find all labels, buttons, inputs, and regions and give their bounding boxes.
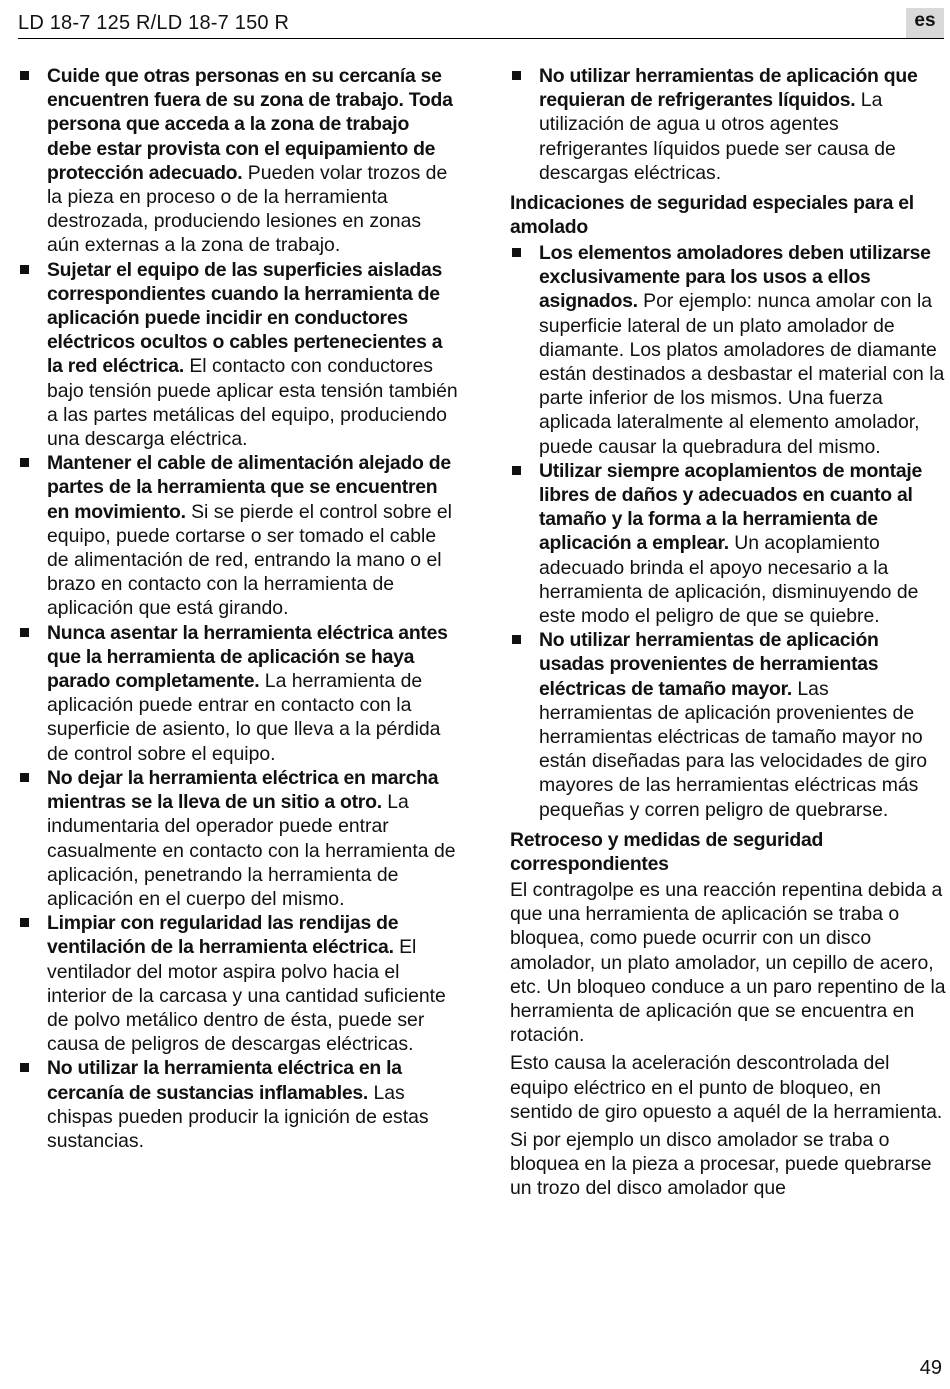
item-lead: No dejar la herramienta eléctrica en marcha mientras se la lleva de un sitio a otro.: [47, 766, 439, 814]
square-bullet-icon: [20, 458, 29, 467]
item-text: Pueden volar trozos de la pieza en proceso o de la herramienta destrozada, produciendo lesiones en zonas aún externas a la zona de trabajo.: [47, 161, 448, 257]
item-text: La herramienta de aplicación puede entrar en contacto con la superficie de asiento, lo que lleva a la pérdida de control sobre el equipo.: [47, 670, 441, 765]
list-item: [510, 64, 946, 185]
square-bullet-icon: [512, 248, 521, 257]
item-text: Por ejemplo: nunca amolar con la superficie lateral de un plato amolador de diamante. Los platos amoladores de diamante están destinados a desbastar el material con la parte inferior de los mismos. Una fuerza aplicada lateralmente al elemento amolador, puede causar la quebradura del mismo.: [539, 290, 945, 458]
item-text: La utilización de agua u otros agentes refrigerantes líquidos puede ser causa de descargas eléctricas.: [539, 89, 896, 184]
item-lead: No utilizar herramientas de aplicación que requieran de refrigerantes líquidos.: [539, 65, 918, 112]
item-lead: Mantener el cable de alimentación alejado de partes de la herramienta que se encuentren en movimiento.: [47, 452, 451, 523]
list-item: [18, 911, 458, 1056]
section-heading: Indicaciones de seguridad especiales para el amolado: [510, 192, 914, 239]
paragraph: Si por ejemplo un disco amolador se traba o bloquea en la pieza a procesar, puede quebrarse un trozo del disco amolador que: [510, 1128, 932, 1200]
item-text: Un acoplamiento adecuado brinda el apoyo necesario a la herramienta de aplicación, disminuyendo de este modo el peligro de que se quiebre.: [539, 532, 919, 628]
list-item: [18, 621, 458, 766]
item-text: El ventilador del motor aspira polvo hacia el interior de la carcasa y una cantidad suficiente de polvo metálico dentro de ésta, puede ser causa de peligros de descargas eléctricas.: [47, 936, 446, 1056]
item-text: Las chispas pueden producir la ignición de estas sustancias.: [47, 1081, 429, 1152]
paragraph: El contragolpe es una reacción repentina debida a que una herramienta de aplicación se traba o bloquea, como puede ocurrir con un disco amolador, un plato amolador, un cepillo de acero, etc. Un bloqueo conduce a un paro repentino de la herramienta de aplicación que se encuentra en rotación.: [510, 878, 946, 1047]
item-lead: Los elementos amoladores deben utilizarse exclusivamente para los usos a ellos asignados.: [539, 242, 931, 313]
item-lead: Limpiar con regularidad las rendijas de ventilación de la herramienta eléctrica.: [47, 912, 399, 959]
item-lead: No utilizar herramientas de aplicación usadas provenientes de herramientas eléctricas de tamaño mayor.: [539, 629, 879, 700]
left-column: [18, 64, 458, 1153]
square-bullet-icon: [20, 628, 29, 637]
list-item: [18, 1056, 458, 1153]
list-item: [510, 628, 946, 822]
header-divider: [18, 38, 944, 39]
item-text: Las herramientas de aplicación provenientes de herramientas eléctricas de tamaño mayor no están diseñadas para las velocidades de giro mayores de las herramientas eléctricas más pequeñas y corren peligro de quebrarse.: [539, 677, 928, 821]
square-bullet-icon: [20, 1063, 29, 1072]
item-lead: Nunca asentar la herramienta eléctrica antes que la herramienta de aplicación se haya parado completamente.: [47, 621, 448, 693]
list-item: [18, 64, 458, 258]
page-number: 49: [919, 1357, 942, 1379]
list-item: [510, 241, 946, 459]
item-text: La indumentaria del operador puede entrar casualmente en contacto con la herramienta de aplicación, penetrando la herramienta de aplicación en el cuerpo del mismo.: [47, 791, 456, 910]
section-heading: Retroceso y medidas de seguridad correspondientes: [510, 828, 824, 875]
item-lead: Cuide que otras personas en su cercanía se encuentren fuera de su zona de trabajo. Toda persona que acceda a la zona de trabajo debe estar provista con el equipamiento de protección adecuado.: [47, 65, 453, 184]
square-bullet-icon: [20, 918, 29, 927]
right-column: [510, 64, 946, 1205]
item-lead: Utilizar siempre acoplamientos de montaje libres de daños y adecuados en cuanto al tamaño y la forma a la herramienta de aplicación a emplear.: [539, 459, 923, 555]
paragraph: Esto causa la aceleración descontrolada del equipo eléctrico en el punto de bloqueo, en sentido de giro opuesto a aquél de la herramienta.: [510, 1052, 943, 1123]
square-bullet-icon: [20, 773, 29, 782]
list-item: [18, 451, 458, 620]
square-bullet-icon: [20, 71, 29, 80]
language-badge: es: [906, 8, 944, 38]
list-item: [18, 258, 458, 452]
page-header: [18, 10, 944, 40]
list-item: [18, 766, 458, 911]
square-bullet-icon: [20, 265, 29, 274]
square-bullet-icon: [512, 635, 521, 644]
item-lead: Sujetar el equipo de las superficies aisladas correspondientes cuando la herramienta de aplicación puede incidir en conductores eléctricos ocultos o cables pertenecientes a la red eléctrica.: [47, 258, 443, 378]
list-item: [510, 459, 946, 628]
square-bullet-icon: [512, 466, 521, 475]
document-title: LD 18-7 125 R/LD 18-7 150 R: [18, 12, 290, 34]
item-text: Si se pierde el control sobre el equipo, puede cortarse o ser tomado el cable de alimentación de red, entrando la mano o el brazo en contacto con la herramienta de aplicación que está girando.: [47, 500, 452, 620]
item-text: El contacto con conductores bajo tensión puede aplicar esta tensión también a las partes metálicas del equipo, produciendo una descarga eléctrica.: [47, 355, 458, 451]
item-lead: No utilizar la herramienta eléctrica en la cercanía de sustancias inflamables.: [47, 1057, 402, 1104]
square-bullet-icon: [512, 71, 521, 80]
